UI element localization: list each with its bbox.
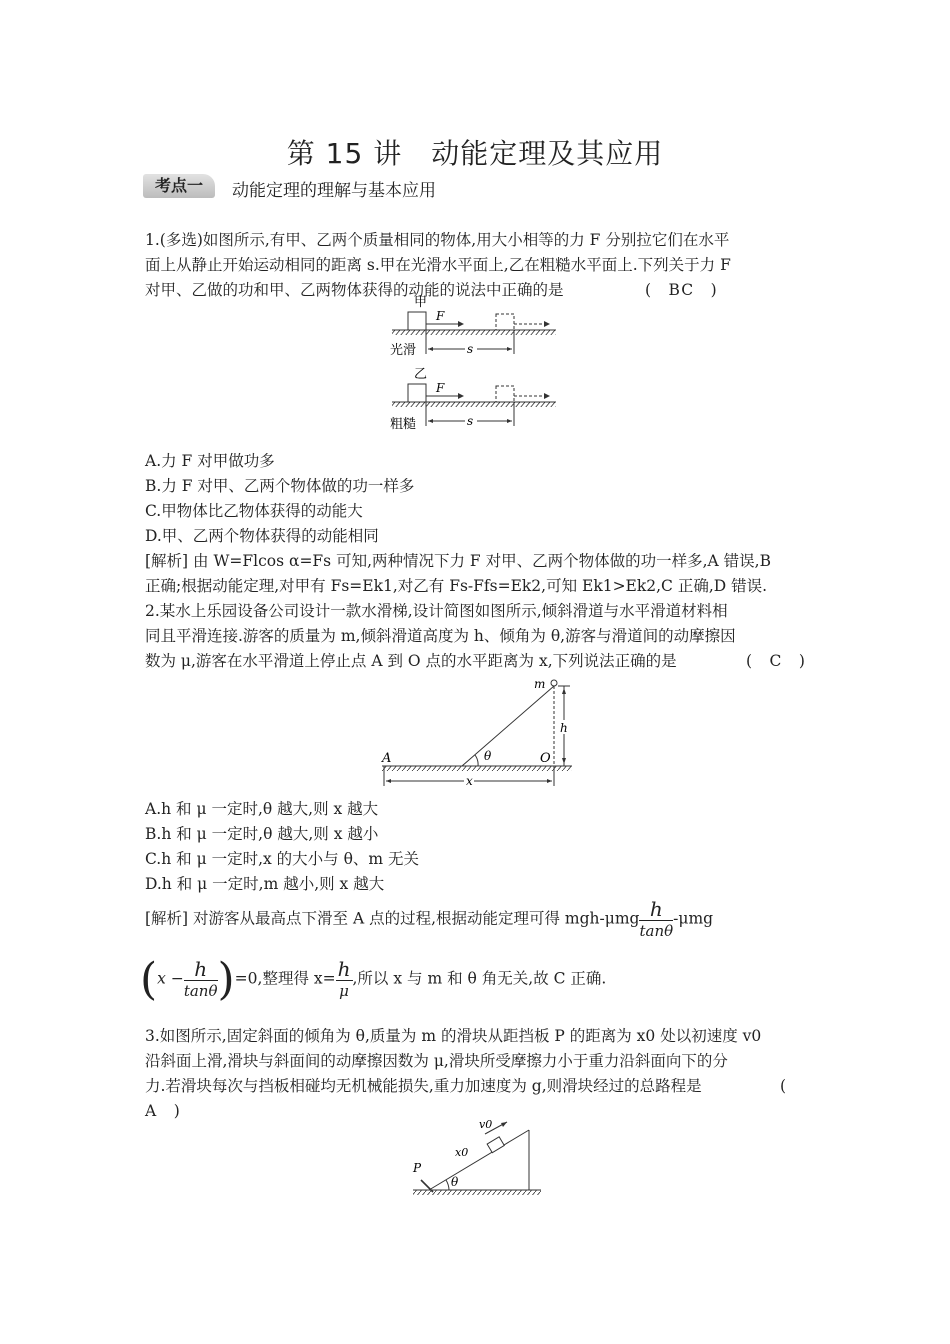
q3-fig-P: P [413,1161,422,1175]
q2-analysis-line1 [145,898,713,941]
block-jia [408,312,426,330]
q2-fig-x: x [466,774,473,788]
q1-analysis-line2: 正确;根据动能定理,对甲有 Fs=Ek1,对乙有 Fs-Ffs=Ek2,可知 Ek1>Ek2,C 正确,D 错误. [145,577,768,595]
q2-analysis-line2: (x − $\frac{h}{\tan\theta}$ )=0,整理得 x= $\frac{h}{\mu}$ ,所以 x 与 m 和 θ 角无关,故 C 正确. [140,954,607,1005]
q2-fig-A: A [382,751,392,766]
q2-frac2: $\frac{h}{\tan\theta}$ [183,957,218,1000]
q2-option-c: C.h 和 μ 一定时,x 的大小与 θ、m 无关 [145,850,420,868]
q2-answer: ( C ) [746,652,806,670]
q3-figure [405,1114,550,1196]
q2-stem-line3: 数为 μ,游客在水平滑道上停止点 A 到 O 点的水平距离为 x,下列说法正确的是 [145,652,677,670]
block-yi [408,384,426,402]
q1-fig-dist-bottom: s [467,414,474,428]
q3-slider-block [487,1137,504,1153]
q3-fig-theta: θ [451,1175,459,1189]
page-title: 第 15 讲 动能定理及其应用 [286,137,664,170]
q1-fig-label-yi: 乙 [414,367,428,382]
q3-fig-v0: v0 [479,1118,493,1131]
q2-fig-m: m [534,677,546,691]
q1-figure [380,294,570,434]
q2-option-a: A.h 和 μ 一定时,θ 越大,则 x 越大 [145,800,379,818]
q2-fig-theta: θ [484,749,492,763]
q1-answer: ( BC ) [645,281,718,299]
q2-frac1: $\frac{h}{\tan\theta}$ [639,897,674,940]
q1-option-a: A.力 F 对甲做功多 [145,452,275,470]
q2-frac3: $\frac{h}{\mu}$ [337,957,351,1000]
q1-fig-force-top: F [436,309,445,323]
q2-option-d: D.h 和 μ 一定时,m 越小,则 x 越大 [145,875,385,893]
q2-analysis-mid: -μmg [673,909,714,928]
q1-fig-smooth: 光滑 [390,343,417,358]
q2-option-b: B.h 和 μ 一定时,θ 越大,则 x 越小 [145,825,379,843]
q1-stem-line1: 1.(多选)如图所示,有甲、乙两个质量相同的物体,用大小相等的力 F 分别拉它们在水平 [145,231,730,249]
q2-fig-h: h [560,721,568,735]
q1-fig-dist-top: s [467,342,474,356]
q1-option-d: D.甲、乙两个物体获得的动能相同 [145,527,379,545]
q2-analysis-pre: [解析] 对游客从最高点下滑至 A 点的过程,根据动能定理可得 mgh-μmg [145,909,640,928]
q2-fig-O: O [540,751,551,766]
q1-stem-line3: 对甲、乙做的功和甲、乙两物体获得的动能的说法中正确的是 [145,281,564,299]
section-badge: 考点一 [143,174,215,198]
q2-stem-line2: 同且平滑连接.游客的质量为 m,倾斜滑道高度为 h、倾角为 θ,游客与滑道间的动摩擦因 [145,627,736,645]
q3-incline [429,1130,529,1190]
block-jia-final [496,314,514,330]
q2-figure [378,674,578,789]
tourist-dot [551,680,557,686]
q1-option-c: C.甲物体比乙物体获得的动能大 [145,502,363,520]
q2-analysis-end: ,所以 x 与 m 和 θ 角无关,故 C 正确. [352,969,607,988]
q2-analysis-eq: =0,整理得 x= [234,969,336,988]
q2-stem-line1: 2.某水上乐园设备公司设计一款水滑梯,设计简图如图所示,倾斜滑道与水平滑道材料相 [145,602,728,620]
q1-analysis-line1: [解析] 由 W=Flcos α=Fs 可知,两种情况下力 F 对甲、乙两个物体做的功一样多,A 错误,B [145,552,771,570]
q3-answer: A ) [145,1102,181,1120]
q1-fig-label-jia: 甲 [414,295,428,310]
section-heading: 动能定理的理解与基本应用 [232,181,436,201]
q1-stem-line2: 面上从静止开始运动相同的距离 s.甲在光滑水平面上,乙在粗糙水平面上.下列关于力 F [145,256,731,274]
q1-fig-force-bottom: F [436,381,445,395]
q3-stem-line3: 力.若滑块每次与挡板相碰均无机械能损失,重力加速度为 g,则滑块经过的总路程是 [145,1077,702,1095]
block-yi-final [496,386,514,402]
q1-fig-rough: 粗糙 [390,417,417,432]
q1-option-b: B.力 F 对甲、乙两个物体做的功一样多 [145,477,415,495]
q3-fig-x0: x0 [455,1146,469,1159]
q3-answer-open: ( [780,1077,787,1095]
q3-stem-line1: 3.如图所示,固定斜面的倾角为 θ,质量为 m 的滑块从距挡板 P 的距离为 x0 处以初速度 v0 [145,1027,762,1045]
q2-paren-x: x − [157,969,184,988]
q3-stem-line2: 沿斜面上滑,滑块与斜面间的动摩擦因数为 μ,滑块所受摩擦力小于重力沿斜面向下的分 [145,1052,728,1070]
